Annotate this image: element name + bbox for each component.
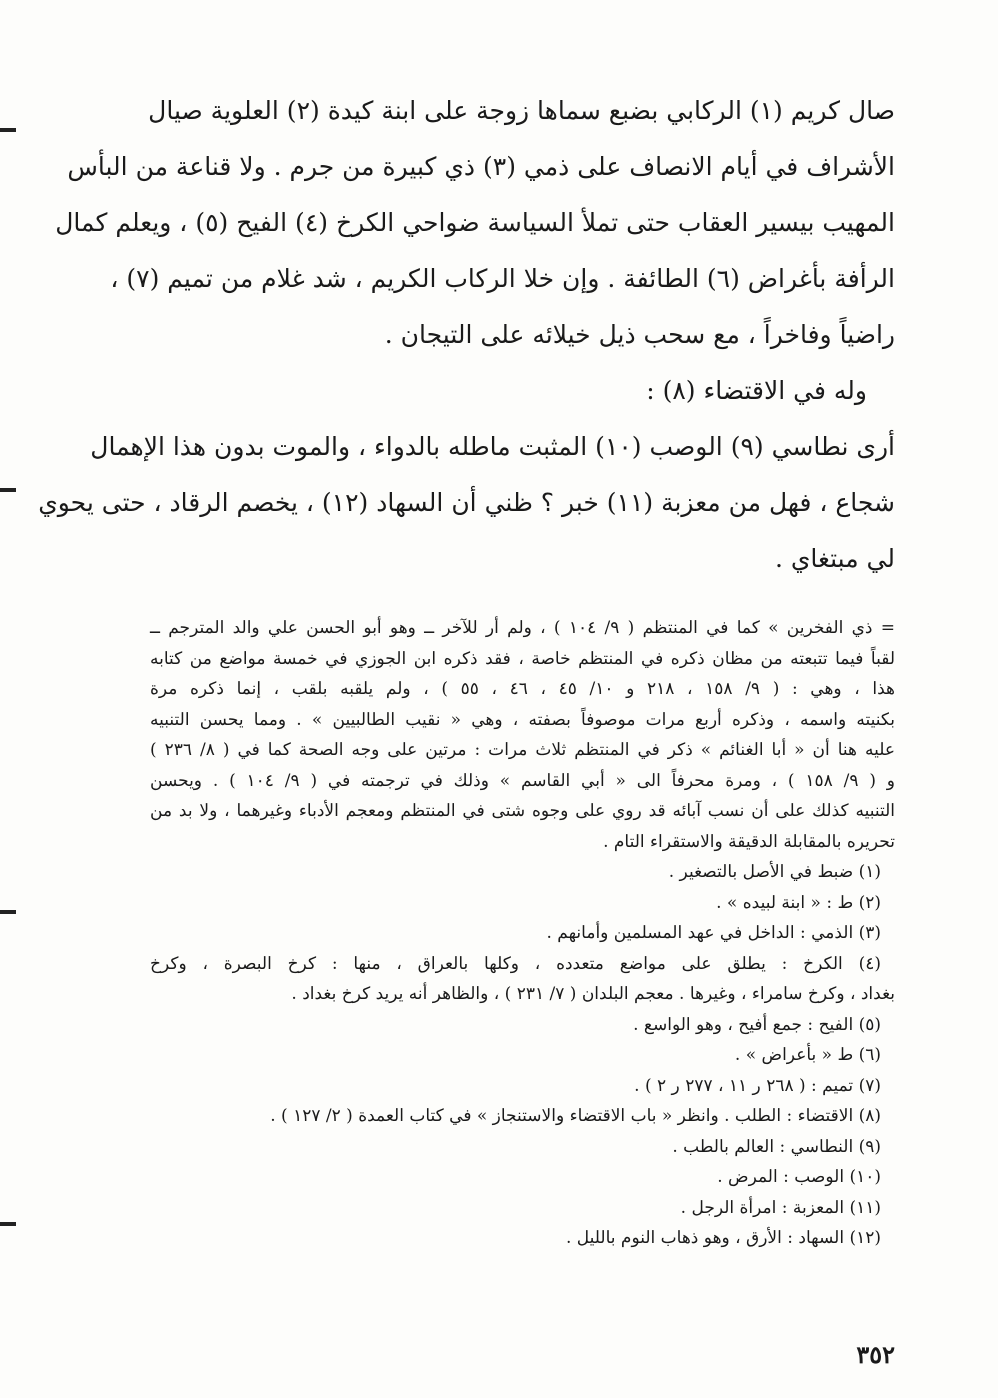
footnote-item: (١٢) السهاد : الأرق ، وهو ذهاب النوم بالليل . bbox=[565, 1228, 881, 1248]
footnote-line: لقباً فيما تتبعته من مظان ذكره في المنتظم خاصة ، فقد ذكره ابن الجوزي في خمسة مواضع من كتابه bbox=[150, 648, 895, 669]
footnote-item: (٧) تميم : ( ٢٦٨ ر ١١ ، ٢٧٧ ر ٢ ) . bbox=[634, 1075, 881, 1096]
main-text-line: أرى نطاسي (٩) الوصب (١٠) المثبت ماطله بالدواء ، والموت بدون هذا الإهمال bbox=[90, 432, 895, 461]
section-heading: وله في الاقتضاء (٨) : bbox=[646, 376, 867, 405]
footnote-line: بغداد ، وكرخ سامراء ، وغيرها . معجم البلدان ( ٧/ ٢٣١ ) ، والظاهر أنه يريد كرخ بغداد . bbox=[291, 984, 895, 1004]
margin-mark bbox=[0, 488, 16, 492]
footnote-item: (١) ضبط في الأصل بالتصغير . bbox=[668, 862, 881, 882]
footnote-item: (٤) الكرخ : يطلق على مواضع متعدده ، وكلها بالعراق ، منها : كرخ البصرة ، وكرخ bbox=[150, 953, 881, 974]
footnote-item: (٨) الاقتضاء : الطلب . وانظر « باب الاقتضاء والاستنجاز » في كتاب العمدة ( ٢/ ١٢٧ ) . bbox=[270, 1106, 881, 1126]
margin-mark bbox=[0, 1222, 16, 1226]
footnote-line: و ( ٩/ ١٥٨ ) ، ومرة محرفاً الى « أبي القاسم » وذلك في ترجمته في ( ٩/ ١٠٤ ) . ويحسن bbox=[150, 770, 895, 791]
footnote-line: التنبيه كذلك على أن نسب آبائه قد روي على وجوه شتى في المنتظم ومعجم الأدباء وغيرهما ، ولا بد من bbox=[150, 801, 895, 821]
footnote-line: = ذي الفخرين » كما في المنتظم ( ٩/ ١٠٤ ) ، ولم أر للآخر ــ وهو أبو الحسن علي والد المترجم ــ bbox=[150, 618, 896, 638]
main-text-line: راضياً وفاخراً ، مع سحب ذيل خيلائه على التيجان . bbox=[384, 320, 895, 349]
footnote-item: (٣) الذمي : الداخل في عهد المسلمين وأمانهم . bbox=[546, 923, 881, 943]
footnote-item: (٥) الفيح : جمع أفيح ، وهو الواسع . bbox=[633, 1014, 881, 1035]
footnotes bbox=[150, 620, 895, 1261]
main-text-line: الأشراف في أيام الانصاف على ذمي (٣) ذي كبيرة من جرم . ولا قناعة من البأس bbox=[67, 152, 895, 181]
footnote-item: (٩) النطاسي : العالم بالطب . bbox=[672, 1136, 881, 1157]
footnote-item: (١٠) الوصب : المرض . bbox=[717, 1167, 881, 1187]
main-text-line: الرأفة بأغراض (٦) الطائفة . وإن خلا الركاب الكريم ، شد غلام من تميم (٧) ، bbox=[110, 264, 895, 293]
main-text-line: المهيب بيسير العقاب حتى تملأ السياسة ضواحي الكرخ (٤) الفيح (٥) ، ويعلم كمال bbox=[55, 208, 895, 237]
footnote-line: هذا ، وهي : ( ٩/ ١٥٨ ، ٢١٨ و ١٠/ ٤٥ ، ٤٦ ، ٥٥ ) ، ولم يلقبه بلقب ، إنما ذكره مرة bbox=[150, 679, 895, 699]
footnote-item: (٦) ط « بأعراض » . bbox=[734, 1045, 881, 1065]
main-text-line: شجاع ، فهل من معزبة (١١) خبر ؟ ظني أن السهاد (١٢) ، يخصم الرقاد ، حتى يحوي bbox=[38, 488, 895, 517]
main-text bbox=[38, 96, 895, 602]
footnote-line: عليه هنا أن « أبا الغنائم » ذكر في المنتظم ثلاث مرات : مرتين على وجه الصحة كما في ( ٨/ ٢٣٦ ) bbox=[150, 740, 895, 760]
main-text-line: صال كريم (١) الركابي بضبع سماها زوجة على ابنة كيدة (٢) العلوية صيال bbox=[148, 96, 895, 125]
footnote-item: (١١) المعزبة : امرأة الرجل . bbox=[680, 1197, 881, 1218]
page-number: ٣٥٢ bbox=[856, 1340, 895, 1369]
margin-mark bbox=[0, 910, 16, 914]
footnote-item: (٢) ط : « ابنة لبيده » . bbox=[716, 892, 881, 913]
footnote-line: تحريره بالمقابلة الدقيقة والاستقراء التام . bbox=[603, 831, 895, 852]
footnote-line: بكنيته واسمه ، وذكره أربع مرات موصوفاً بصفته ، وهي « نقيب الطالبيين » . ومما يحسن التنبيه bbox=[150, 709, 895, 730]
main-text-line: لي مبتغاي . bbox=[774, 544, 895, 573]
margin-mark bbox=[0, 128, 16, 132]
